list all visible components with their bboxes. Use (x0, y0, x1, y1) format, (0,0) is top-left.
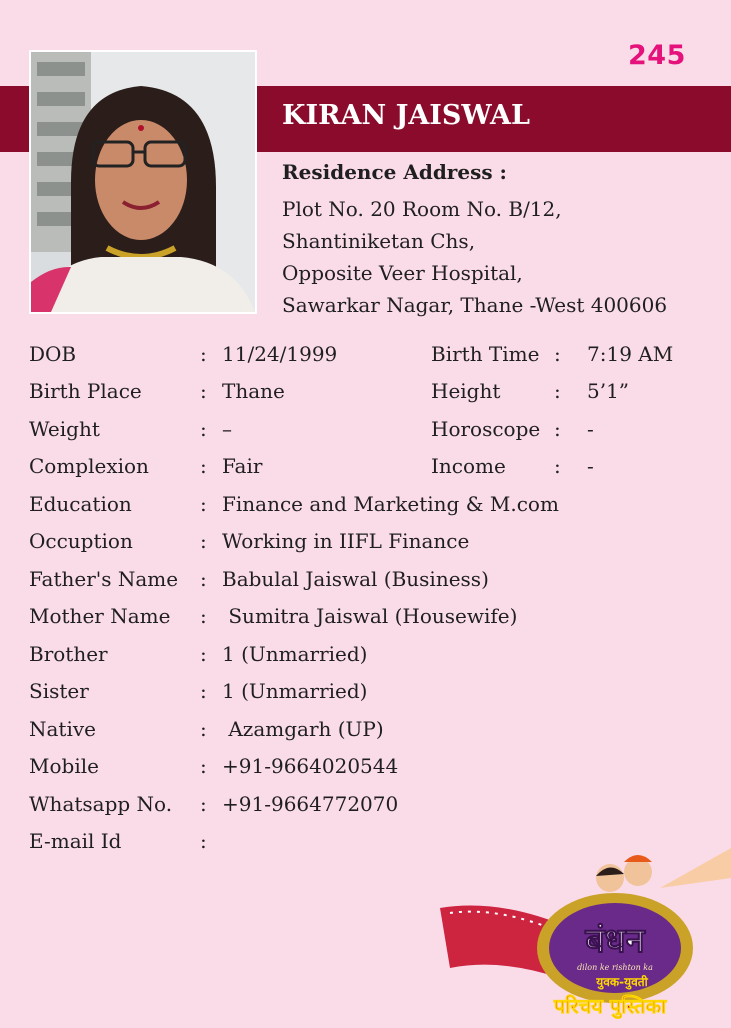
field-separator: : (200, 829, 207, 853)
field-separator: : (200, 717, 207, 741)
field-value: Finance and Marketing & M.com (222, 492, 559, 516)
field-separator: : (554, 379, 561, 403)
field-value: Babulal Jaiswal (Business) (222, 567, 489, 591)
field-label: Native (29, 717, 96, 741)
field-value: 1 (Unmarried) (222, 679, 368, 703)
field-label: Height (431, 379, 501, 403)
field-separator: : (554, 417, 561, 441)
field-value: 7:19 AM (587, 342, 674, 366)
field-value: Thane (222, 379, 285, 403)
address-line: Sawarkar Nagar, Thane -West 400606 (282, 293, 668, 317)
field-label: Weight (29, 417, 100, 441)
field-label: DOB (29, 342, 77, 366)
logo-footer: परिचय पुस्तिका (553, 994, 667, 1018)
field-separator: : (200, 642, 207, 666)
logo-title: बंधन (585, 921, 645, 961)
field-value: Sumitra Jaiswal (Housewife) (222, 604, 518, 628)
field-value: - (587, 417, 594, 441)
field-label: Mobile (29, 754, 99, 778)
field-separator: : (200, 379, 207, 403)
address-line: Opposite Veer Hospital, (282, 261, 523, 285)
field-value: +91-9664020544 (222, 754, 399, 778)
bandhan-logo (440, 848, 731, 1024)
field-value: +91-9664772070 (222, 792, 399, 816)
address-heading: Residence Address : (282, 160, 507, 184)
field-label: Birth Place (29, 379, 142, 403)
field-label: Father's Name (29, 567, 179, 591)
address-line: Shantiniketan Chs, (282, 229, 476, 253)
field-label: Education (29, 492, 132, 516)
field-label: Horoscope (431, 417, 541, 441)
address-block (282, 193, 667, 321)
field-separator: : (200, 417, 207, 441)
field-value: – (222, 417, 232, 441)
profile-photo (29, 50, 257, 314)
field-value: Azamgarh (UP) (222, 717, 384, 741)
field-label: Complexion (29, 454, 149, 478)
field-separator: : (200, 492, 207, 516)
page-number: 245 (628, 40, 686, 71)
field-label: Sister (29, 679, 89, 703)
field-value: - (587, 454, 594, 478)
logo-subtitle: युवक-युवती (596, 975, 648, 989)
field-separator: : (554, 454, 561, 478)
field-value: 1 (Unmarried) (222, 642, 368, 666)
field-separator: : (200, 529, 207, 553)
field-separator: : (200, 454, 207, 478)
field-label: Birth Time (431, 342, 540, 366)
field-label: Income (431, 454, 506, 478)
field-separator: : (200, 679, 207, 703)
person-name: KIRAN JAISWAL (282, 100, 530, 131)
field-label: Brother (29, 642, 108, 666)
field-value: Fair (222, 454, 263, 478)
field-label: Mother Name (29, 604, 171, 628)
address-line: Plot No. 20 Room No. B/12, (282, 197, 562, 221)
field-separator: : (200, 567, 207, 591)
field-separator: : (554, 342, 561, 366)
field-label: E-mail Id (29, 829, 122, 853)
field-separator: : (200, 342, 207, 366)
field-value: 11/24/1999 (222, 342, 338, 366)
field-label: Whatsapp No. (29, 792, 173, 816)
field-value: 5’1” (587, 379, 630, 403)
field-label: Occuption (29, 529, 133, 553)
logo-tagline: dilon ke rishton ka (577, 963, 653, 972)
field-separator: : (200, 604, 207, 628)
field-value: Working in IIFL Finance (222, 529, 470, 553)
field-separator: : (200, 754, 207, 778)
field-separator: : (200, 792, 207, 816)
